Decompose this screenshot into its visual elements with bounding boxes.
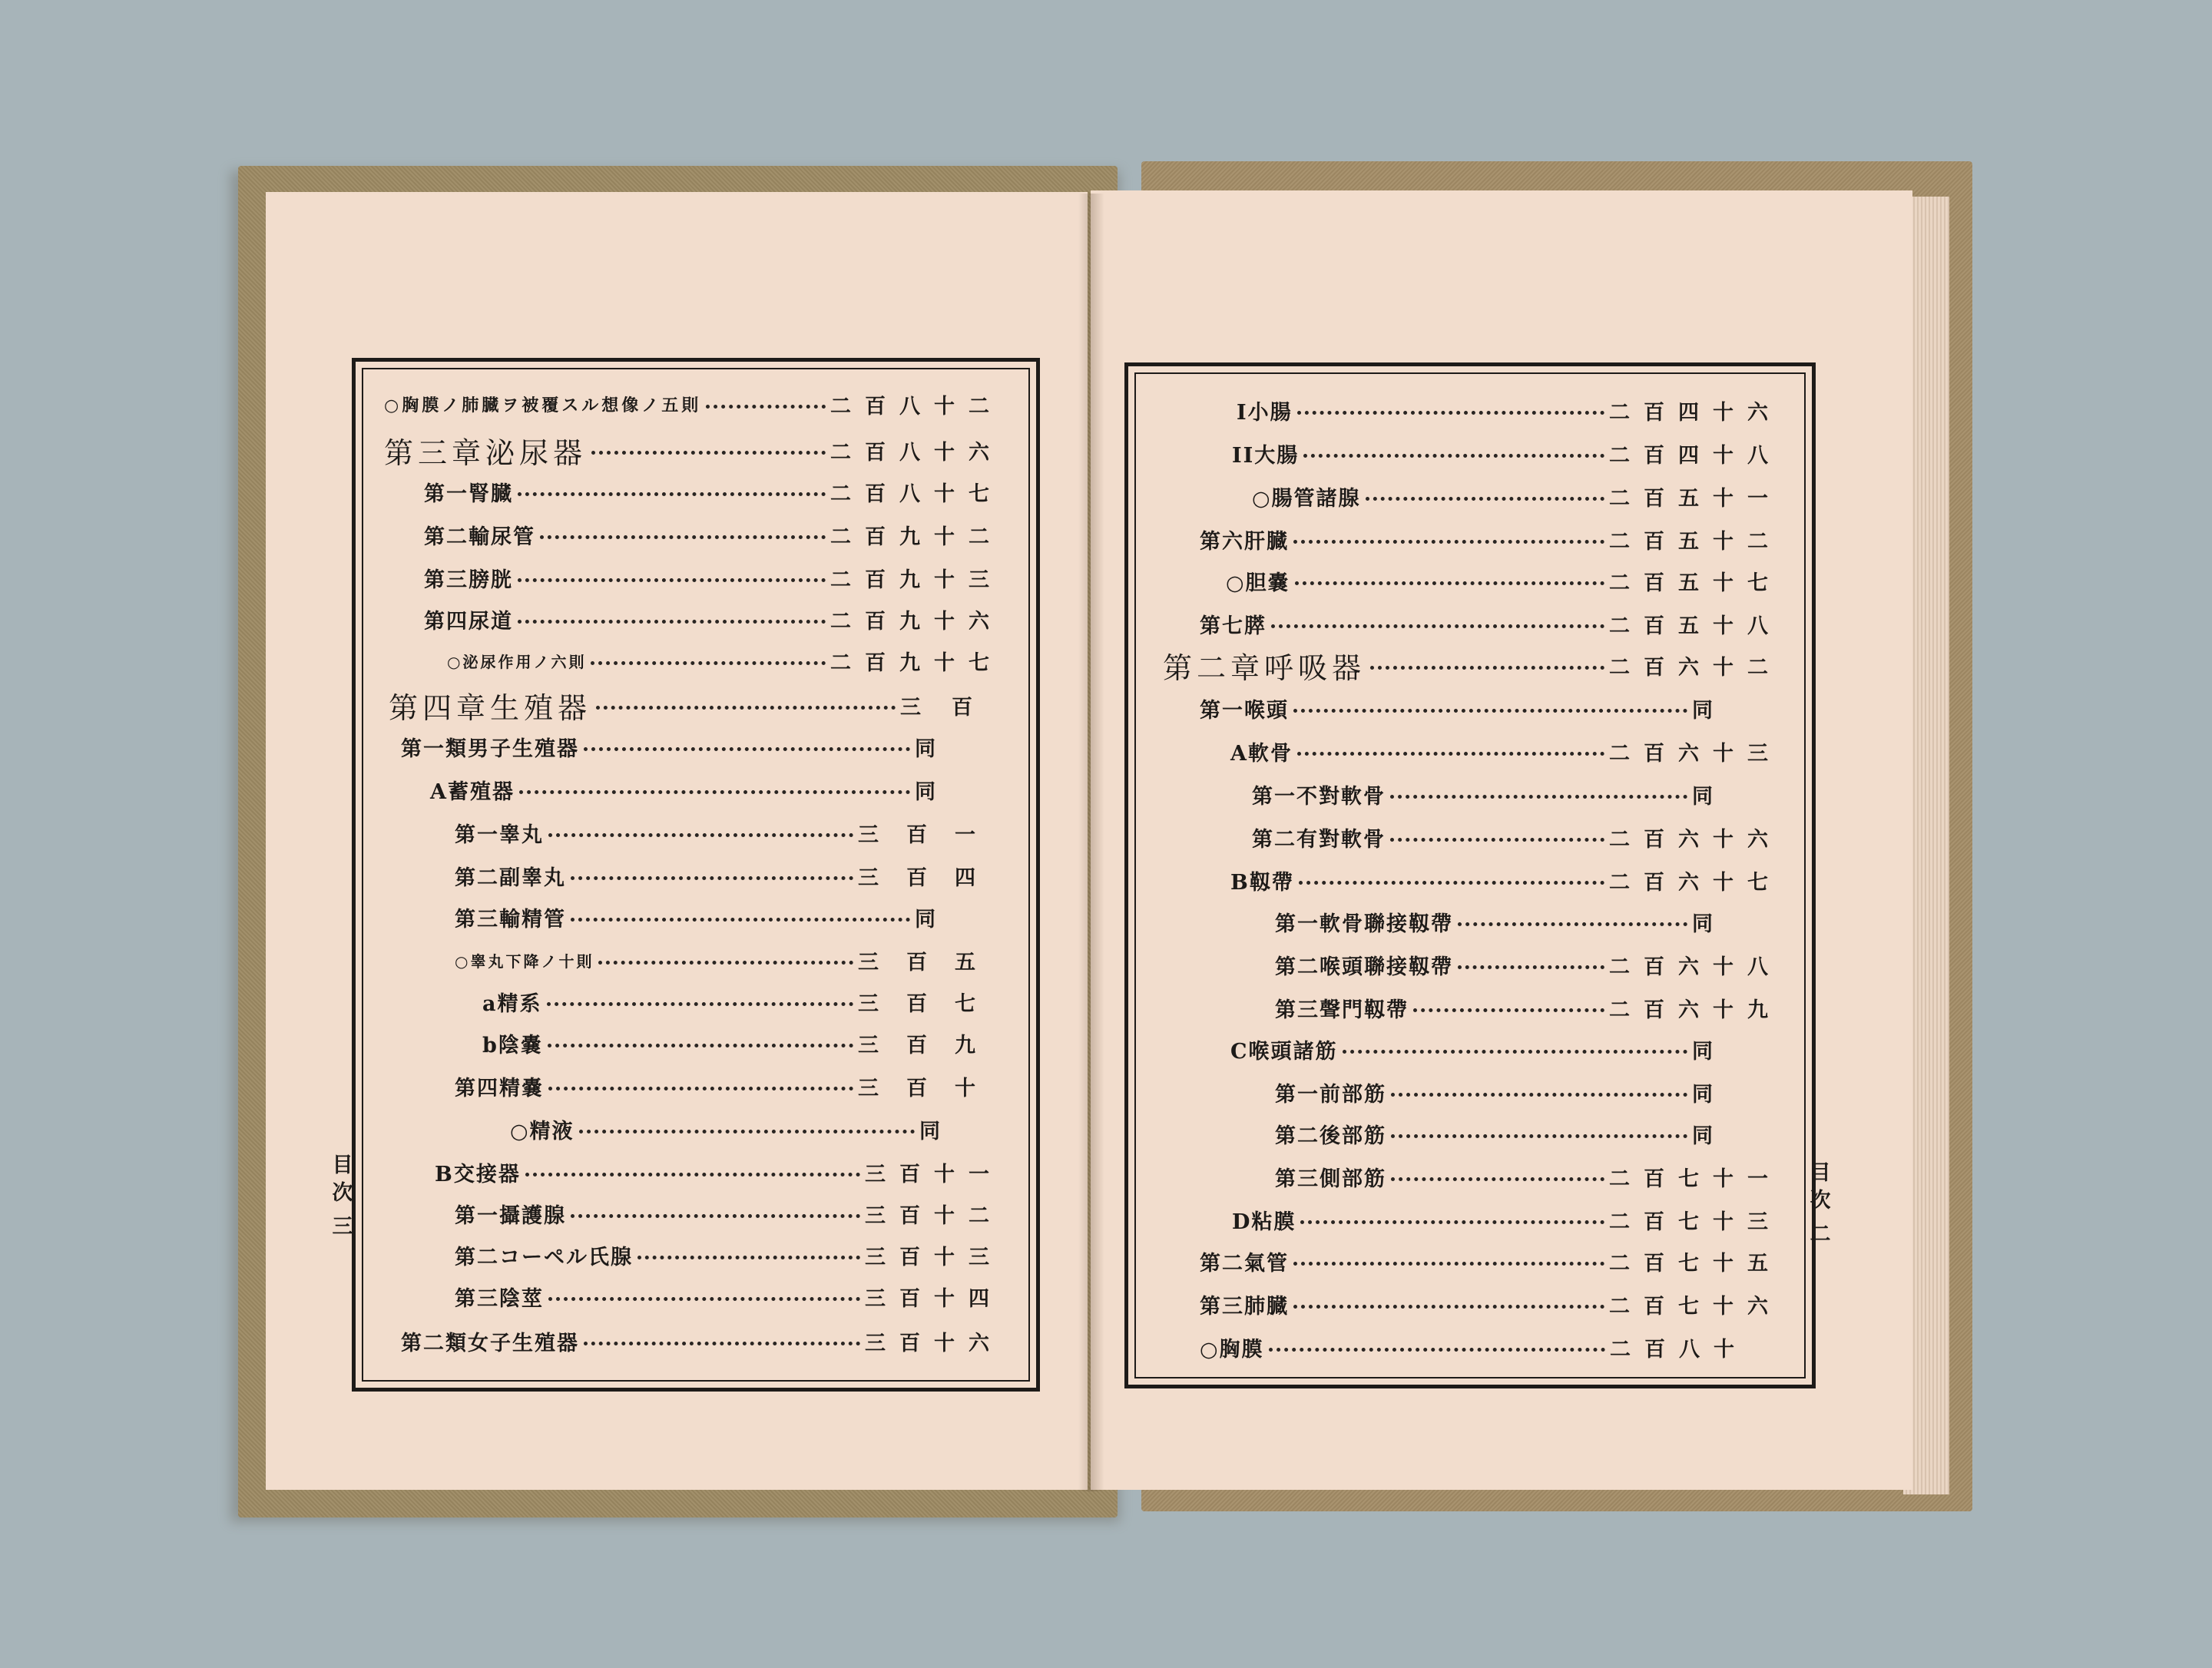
leader-dots [1391, 1093, 1687, 1097]
toc-page-number: 二百六十六 [1609, 827, 1782, 852]
toc-page-number: 三百十 [858, 1076, 1003, 1100]
toc-page-number: 三百十四 [865, 1286, 1003, 1311]
toc-page-number: 二百九十二 [830, 525, 1003, 549]
leader-dots [548, 1044, 853, 1047]
leader-dots [518, 578, 826, 582]
toc-page-number: 二百六十二 [1609, 655, 1782, 680]
toc-entry [1275, 1118, 1727, 1149]
toc-label: ○精液 [510, 1119, 575, 1143]
toc-page-number: 二百六十七 [1609, 870, 1782, 895]
toc-label: 第一前部筋 [1275, 1082, 1386, 1107]
toc-page-number: 三百十六 [865, 1331, 1003, 1355]
toc-entry [482, 986, 1003, 1017]
leader-dots [548, 833, 853, 837]
toc-entry [455, 1071, 1003, 1101]
leader-dots [571, 1214, 860, 1218]
toc-page-number: 二百七十三 [1609, 1210, 1782, 1234]
toc-label: 第二輸尿管 [424, 525, 535, 549]
toc-entry [455, 817, 1003, 848]
toc-label: 第六肝臓 [1200, 529, 1289, 554]
toc-label: b陰嚢 [482, 1033, 543, 1057]
leader-dots [1390, 795, 1687, 799]
toc-page-number: 二百六十八 [1609, 955, 1782, 979]
leader-dots [591, 451, 826, 455]
toc-entry [1200, 693, 1727, 723]
toc-page-number: 二百七十六 [1609, 1294, 1782, 1319]
running-head-title: 目 [1810, 1161, 1831, 1185]
leader-dots [547, 1002, 854, 1006]
leader-dots [1343, 1050, 1688, 1054]
leader-dots [1299, 881, 1604, 885]
toc-label: ○胸膜 [1200, 1337, 1264, 1362]
toc-page-number: 同 [1692, 698, 1727, 723]
toc-label: 第一軟骨聯接靱帶 [1275, 912, 1453, 936]
toc-entry [424, 519, 1003, 550]
toc-page-number: 三百 [900, 695, 1003, 720]
running-head-title: 目 [332, 1153, 353, 1177]
toc-chapter [1163, 650, 1782, 685]
toc-entry [424, 562, 1003, 593]
toc-label: 第三肺臓 [1200, 1294, 1289, 1319]
toc-label: a精系 [482, 991, 542, 1016]
toc-entry [1275, 1161, 1782, 1192]
leader-dots [548, 1087, 853, 1090]
toc-label: B交接器 [435, 1162, 521, 1186]
leader-dots [1271, 624, 1604, 628]
leader-dots [579, 1130, 915, 1134]
toc-page-number: 同 [1692, 784, 1727, 809]
toc-label: 第一喉頭 [1200, 698, 1289, 723]
leader-dots [637, 1256, 860, 1259]
toc-entry [1275, 906, 1727, 937]
toc-label: 第三輸精管 [455, 907, 566, 932]
toc-page-number: 二百四十六 [1609, 400, 1782, 425]
leader-dots [519, 790, 910, 794]
toc-entry [1200, 1332, 1748, 1362]
toc-label: 第一類男子生殖器 [401, 736, 579, 761]
toc-label: 第四精嚢 [455, 1076, 544, 1100]
toc-label: 第二後部筋 [1275, 1124, 1386, 1148]
toc-page-number: 三百五 [858, 950, 1003, 975]
toc-page-number: 三百七 [858, 991, 1003, 1016]
leader-dots [596, 706, 896, 710]
leader-dots [1269, 1348, 1605, 1352]
leader-dots [1293, 1305, 1604, 1309]
toc-page-number: 二百六十三 [1609, 741, 1782, 766]
toc-page-number: 二百九十七 [830, 650, 1003, 675]
leader-dots [540, 535, 826, 539]
leader-dots [571, 876, 853, 880]
toc-page-number: 同 [915, 736, 949, 761]
toc-label: 第三側部筋 [1275, 1167, 1386, 1191]
leader-dots [1390, 838, 1604, 842]
toc-entry [1275, 1077, 1727, 1107]
leader-dots [1366, 497, 1604, 501]
toc-label: 第三聲門靱帶 [1275, 998, 1409, 1022]
toc-entry [424, 604, 1003, 634]
toc-label: 第三膀胱 [424, 568, 513, 592]
toc-label: 第四尿道 [424, 609, 513, 634]
toc-entry [1252, 779, 1727, 809]
running-head-left [330, 1152, 355, 1241]
toc-entry [455, 860, 1003, 891]
leader-dots [1293, 709, 1687, 713]
toc-label: 第二喉頭聯接靱帶 [1275, 955, 1453, 979]
running-head-page: 三 [332, 1215, 353, 1239]
toc-page-number: 同 [919, 1119, 954, 1143]
toc-page-number: 二百六十九 [1609, 998, 1782, 1022]
toc-label: B靱帶 [1230, 870, 1294, 895]
toc-label: 第三陰莖 [455, 1286, 544, 1311]
toc-label: ○胸膜ノ肺臓ヲ被覆スル想像ノ五則 [384, 395, 702, 415]
toc-entry [1275, 949, 1782, 980]
toc-entry [401, 1325, 1003, 1356]
toc-label: 第二有對軟骨 [1252, 827, 1386, 852]
toc-entry [1232, 438, 1782, 468]
toc-label: 第一不對軟骨 [1252, 784, 1386, 809]
leader-dots [1413, 1008, 1604, 1012]
leader-dots [518, 492, 826, 496]
toc-label: 第一腎臓 [424, 482, 513, 506]
toc-entry [384, 389, 1003, 419]
toc-page-number: 二百九十六 [830, 609, 1003, 634]
running-head-right [1808, 1160, 1833, 1249]
toc-page-number: 同 [1692, 1039, 1727, 1064]
toc-entry [455, 1281, 1003, 1312]
toc-entry [424, 476, 1003, 507]
toc-entry [447, 645, 1003, 676]
toc-entry [1200, 1246, 1782, 1276]
toc-label: 第四章生殖器 [389, 690, 592, 725]
toc-entry [1230, 865, 1782, 895]
toc-entry [401, 731, 949, 762]
toc-entry [1237, 395, 1782, 425]
leader-dots [525, 1173, 860, 1177]
toc-entry [1200, 524, 1782, 554]
toc-label: II大腸 [1232, 443, 1300, 468]
toc-entry [455, 1239, 1003, 1270]
toc-page-number: 二百七十五 [1609, 1251, 1782, 1276]
leader-dots [1303, 454, 1604, 458]
running-head-page: 二 [1810, 1223, 1831, 1246]
toc-label: 第七膵 [1200, 614, 1267, 638]
toc-entry [455, 945, 1003, 975]
toc-page-number: 二百八十二 [830, 394, 1003, 419]
toc-page-number: 同 [1692, 912, 1727, 936]
toc-page-number: 二百四十八 [1609, 443, 1782, 468]
toc-label: 第二副睾丸 [455, 865, 566, 890]
toc-entry [1275, 992, 1782, 1023]
toc-label: ○腸管諸腺 [1252, 486, 1361, 511]
running-head-title: 次 [332, 1181, 353, 1205]
leader-dots [1297, 752, 1604, 756]
leader-dots [584, 1342, 860, 1345]
toc-label: ○胆嚢 [1226, 571, 1290, 595]
toc-page-number: 二百九十三 [830, 568, 1003, 592]
toc-page-number: 三百十一 [865, 1162, 1003, 1186]
leader-dots [1458, 965, 1604, 969]
toc-page-number: 二百八十 [1610, 1337, 1748, 1362]
toc-page-number: 三百十二 [865, 1203, 1003, 1228]
toc-page-number: 三百十三 [865, 1245, 1003, 1269]
book-gutter [1078, 194, 1104, 1491]
toc-entry [510, 1114, 954, 1144]
leader-dots [1391, 1177, 1604, 1181]
toc-page-number: 二百八十七 [830, 482, 1003, 506]
toc-page-number: 二百五十一 [1609, 486, 1782, 511]
toc-entry [1232, 1204, 1782, 1235]
leader-dots [518, 620, 826, 624]
toc-entry [482, 1028, 1003, 1058]
toc-label: 第二コーペル氏腺 [455, 1245, 633, 1269]
toc-entry [1252, 822, 1782, 852]
leader-dots [706, 405, 826, 409]
toc-label: 第二氣管 [1200, 1251, 1289, 1276]
leader-dots [1458, 922, 1687, 926]
toc-page-number: 同 [1692, 1124, 1727, 1148]
toc-label: I小腸 [1237, 400, 1293, 425]
leader-dots [548, 1297, 860, 1301]
toc-chapter [389, 690, 1003, 725]
leader-dots [591, 661, 826, 665]
toc-page-number: 三百九 [858, 1033, 1003, 1057]
toc-page-number: 同 [915, 907, 949, 932]
toc-page-number: 二百八十六 [830, 440, 1003, 465]
leader-dots [584, 747, 910, 751]
toc-entry [1230, 736, 1782, 766]
leader-dots [1295, 581, 1604, 585]
leader-dots [598, 961, 853, 965]
toc-entry [430, 774, 949, 805]
toc-page-number: 二百七十一 [1609, 1167, 1782, 1191]
toc-label: C喉頭諸筋 [1230, 1039, 1338, 1064]
toc-entry [455, 902, 949, 932]
leader-dots [1293, 540, 1604, 544]
toc-label: A軟骨 [1230, 741, 1293, 766]
running-head-title: 次 [1810, 1189, 1831, 1213]
leader-dots [571, 918, 910, 922]
toc-entry [1252, 481, 1782, 511]
toc-entry [1200, 608, 1782, 639]
toc-page-number: 二百五十七 [1609, 571, 1782, 595]
toc-label: 第三章泌尿器 [384, 435, 588, 470]
toc-entry [1226, 565, 1782, 596]
toc-label: A蓄殖器 [430, 779, 515, 804]
toc-label: ○泌尿作用ノ六則 [447, 652, 587, 671]
toc-page-number: 二百五十八 [1609, 614, 1782, 638]
leader-dots [1297, 411, 1604, 415]
toc-page-number: 同 [915, 779, 949, 804]
toc-page-number: 三百四 [858, 865, 1003, 890]
toc-entry [455, 1198, 1003, 1229]
leader-dots [1293, 1262, 1604, 1266]
toc-label: 第二類女子生殖器 [401, 1331, 579, 1355]
toc-page-number: 二百五十二 [1609, 529, 1782, 554]
toc-entry [435, 1157, 1003, 1187]
toc-label: 第一睾丸 [455, 822, 544, 847]
toc-entry [1230, 1034, 1727, 1064]
toc-label: D粘膜 [1232, 1210, 1296, 1234]
toc-chapter [384, 435, 1003, 470]
toc-entry [1200, 1289, 1782, 1319]
toc-label: 第一攝護腺 [455, 1203, 566, 1228]
toc-page-number: 同 [1692, 1082, 1727, 1107]
toc-label: 第二章呼吸器 [1163, 650, 1366, 685]
toc-label: ○睾丸下降ノ十則 [455, 951, 594, 971]
leader-dots [1370, 666, 1604, 670]
toc-page-number: 三百一 [858, 822, 1003, 847]
leader-dots [1391, 1134, 1687, 1138]
leader-dots [1300, 1220, 1604, 1224]
